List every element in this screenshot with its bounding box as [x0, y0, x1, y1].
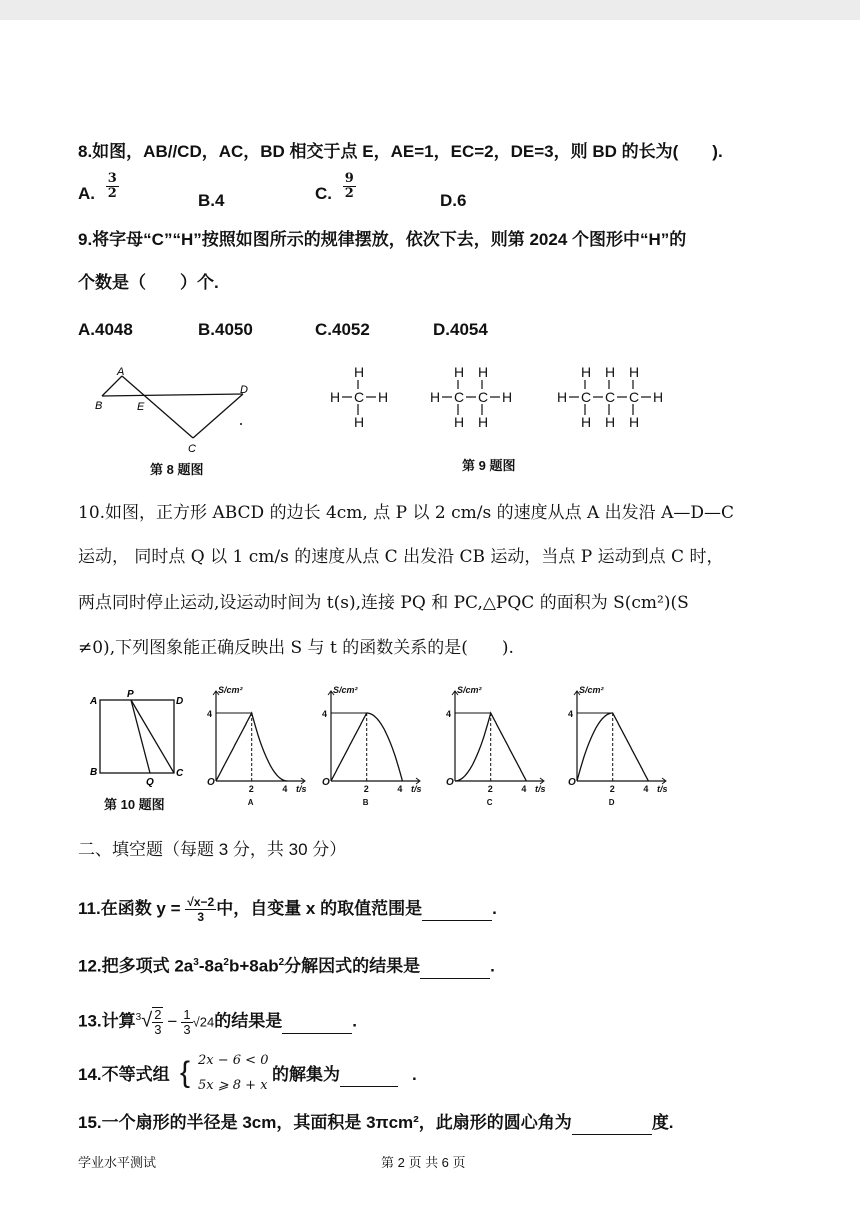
atom-H: H	[581, 364, 592, 380]
atom-C: C	[354, 389, 365, 405]
label-B: B	[95, 400, 103, 412]
q9-line2: 个数是（ ）个.	[78, 273, 219, 292]
numerator: 3	[107, 171, 117, 186]
q8-option-a	[78, 171, 119, 209]
origin-label: O	[568, 777, 576, 788]
q13-end: .	[352, 1011, 357, 1031]
q13-prefix: 13.计算	[78, 1011, 136, 1031]
x-tick-label: 2	[487, 784, 493, 794]
q14-ineq2: 5x ⩾ 8 + x	[198, 1078, 268, 1093]
graph-D	[568, 686, 668, 807]
atom-H: H	[478, 364, 489, 380]
atom-H: H	[378, 389, 389, 405]
q12	[78, 952, 495, 979]
denominator: 3	[197, 910, 205, 924]
q13-text: 的结果是	[214, 1011, 283, 1031]
x-axis-label: t/s	[411, 784, 422, 794]
radical-24: √24	[192, 1014, 215, 1030]
q14-text: 的解集为	[272, 1065, 340, 1084]
atom-H: H	[478, 414, 489, 430]
atom-H: H	[354, 414, 365, 430]
atom-H: H	[605, 414, 616, 430]
fraction	[152, 1007, 163, 1037]
atom-H: H	[454, 364, 465, 380]
label-E: E	[137, 401, 145, 413]
graph-label: B	[362, 798, 369, 807]
q9-option-c: C.4052	[315, 320, 370, 339]
q12-end: .	[490, 956, 495, 976]
q15	[78, 1112, 674, 1135]
q8-text: 8.如图，AB//CD，AC，BD 相交于点 E，AE=1，EC=2，DE=3，则 BD 的长为( ).	[78, 142, 723, 161]
x-tick-label: 2	[363, 784, 369, 794]
figure-9	[325, 362, 675, 432]
x-axis-label: t/s	[657, 784, 668, 794]
fraction	[343, 172, 356, 201]
fraction	[106, 172, 119, 201]
root-index: 3	[135, 1012, 142, 1023]
q11-text: 中，自变量 x 的取值范围是	[216, 898, 423, 918]
answer-blank	[420, 956, 490, 979]
q14-ineq1: 2x − 6 < 0	[198, 1053, 269, 1068]
graph-label: D	[608, 798, 615, 807]
q10-line1: 10.如图，正方形 ABCD 的边长 4cm, 点 P 以 2 cm/s 的速度从点 A 出发沿 A—D—C	[78, 503, 735, 523]
atom-H: H	[354, 364, 365, 380]
atom-H: H	[454, 414, 465, 430]
figure-8-caption: 第 8 题图	[150, 462, 204, 477]
q10-line4: ≠0),下列图象能正确反映出 S 与 t 的函数关系的是( ).	[78, 638, 514, 658]
x-tick-label: 4	[397, 784, 403, 794]
denominator: 2	[107, 186, 117, 201]
q15-text: 15.一个扇形的半径是 3cm，其面积是 3πcm²，此扇形的圆心角为	[78, 1113, 572, 1132]
label-D: D	[240, 384, 248, 396]
q11-end: .	[492, 898, 497, 918]
figure-9-caption: 第 9 题图	[462, 458, 516, 473]
q8-option-c-label: C.	[315, 183, 332, 203]
footer-page-number: 第 2 页 共 6 页	[381, 1155, 466, 1170]
q9-line1: 9.将字母“C”“H”按照如图所示的规律摆放，依次下去，则第 2024 个图形中“H”的	[78, 230, 687, 249]
q8-option-d: D.6	[440, 191, 467, 210]
y-axis-label: S/cm²	[579, 686, 604, 695]
q8-option-c	[315, 171, 356, 209]
exponent: 2	[223, 957, 229, 968]
atom-C: C	[629, 389, 640, 405]
q12-prefix: 12.把多项式 2a	[78, 956, 194, 976]
answer-blank	[572, 1112, 652, 1135]
label-C: C	[176, 768, 184, 779]
numerator: 1	[183, 1006, 191, 1022]
q13	[78, 1007, 357, 1037]
q10-line2: 运动， 同时点 Q 以 1 cm/s 的速度从点 C 出发沿 CB 运动，当点 P 运动到点 C 时，	[78, 547, 724, 567]
figure-10-graphs	[200, 686, 850, 808]
atom-H: H	[330, 389, 341, 405]
fraction	[181, 1008, 192, 1037]
q14-suffix	[272, 1064, 417, 1087]
numerator: 2	[154, 1007, 162, 1023]
origin-label: O	[322, 777, 330, 788]
q15-end: 度.	[651, 1113, 674, 1132]
atom-H: H	[653, 389, 664, 405]
q12-text: 分解因式的结果是	[284, 956, 421, 976]
answer-blank	[282, 1011, 352, 1034]
origin-label: O	[446, 777, 454, 788]
label-C: C	[188, 443, 196, 455]
q8-option-a-label: A.	[78, 183, 95, 203]
atom-C: C	[454, 389, 465, 405]
exponent: 2	[278, 957, 285, 968]
atom-H: H	[629, 414, 640, 430]
q14-prefix: 14.不等式组	[78, 1065, 170, 1084]
q12-term: -8a	[198, 956, 224, 976]
brace: {	[180, 1056, 191, 1089]
figure-10-square	[88, 688, 198, 788]
x-axis-label: t/s	[535, 784, 546, 794]
graph-label: C	[486, 798, 493, 807]
figure-10-caption: 第 10 题图	[104, 797, 165, 812]
x-tick-label: 4	[643, 784, 649, 794]
q8-option-b: B.4	[198, 191, 225, 210]
y-tick-label: 4	[568, 709, 574, 719]
q9-option-d: D.4054	[433, 320, 488, 339]
minus-sign: −	[167, 1011, 178, 1031]
atom-H: H	[629, 364, 640, 380]
y-axis-label: S/cm²	[333, 686, 358, 695]
y-tick-label: 4	[207, 709, 213, 719]
origin-label: O	[207, 777, 215, 788]
graph-label: A	[247, 798, 254, 807]
atom-H: H	[605, 364, 616, 380]
atom-H: H	[502, 389, 513, 405]
graph-B	[322, 686, 422, 807]
denominator: 3	[154, 1022, 162, 1038]
x-tick-label: 4	[521, 784, 527, 794]
graph-C	[446, 686, 546, 807]
figure-8	[88, 362, 258, 457]
q11-prefix: 11.在函数 y =	[78, 898, 186, 918]
q11	[78, 895, 497, 924]
atom-H: H	[430, 389, 441, 405]
x-axis-label: t/s	[296, 784, 307, 794]
label-D: D	[176, 696, 184, 707]
atom-H: H	[557, 389, 568, 405]
q10-line3: 两点同时停止运动,设运动时间为 t(s),连接 PQ 和 PC,△PQC 的面积为 S(cm²)(S	[78, 593, 689, 613]
denominator: 2	[344, 186, 354, 201]
fraction	[185, 895, 216, 924]
q9-option-b: B.4050	[198, 320, 253, 339]
label-Q: Q	[146, 777, 154, 788]
x-tick-label: 2	[609, 784, 615, 794]
q14-end: .	[412, 1065, 417, 1084]
label-A: A	[90, 696, 98, 707]
radical-sign: √	[141, 1009, 153, 1032]
atom-C: C	[605, 389, 616, 405]
numerator: 9	[344, 171, 354, 186]
x-tick-label: 4	[282, 784, 288, 794]
answer-blank	[340, 1064, 398, 1087]
y-axis-label: S/cm²	[457, 686, 482, 695]
graph-A	[207, 686, 307, 807]
exponent: 3	[193, 957, 199, 968]
atom-C: C	[581, 389, 592, 405]
footer-left: 学业水平测试	[78, 1155, 157, 1170]
atom-C: C	[478, 389, 489, 405]
numerator: √x−2	[187, 895, 215, 909]
denominator: 3	[183, 1021, 191, 1037]
y-tick-label: 4	[446, 709, 452, 719]
y-tick-label: 4	[322, 709, 328, 719]
q12-term: b+8ab	[228, 956, 279, 976]
label-P: P	[127, 689, 134, 700]
answer-blank	[422, 898, 492, 921]
top-scroll-bar	[0, 0, 860, 20]
label-B: B	[90, 767, 98, 778]
y-axis-label: S/cm²	[218, 686, 243, 695]
section-2-title: 二、填空题（每题 3 分，共 30 分）	[78, 840, 347, 859]
q9-option-a: A.4048	[78, 320, 133, 339]
x-tick-label: 2	[248, 784, 254, 794]
atom-H: H	[581, 414, 592, 430]
label-A: A	[117, 366, 125, 378]
